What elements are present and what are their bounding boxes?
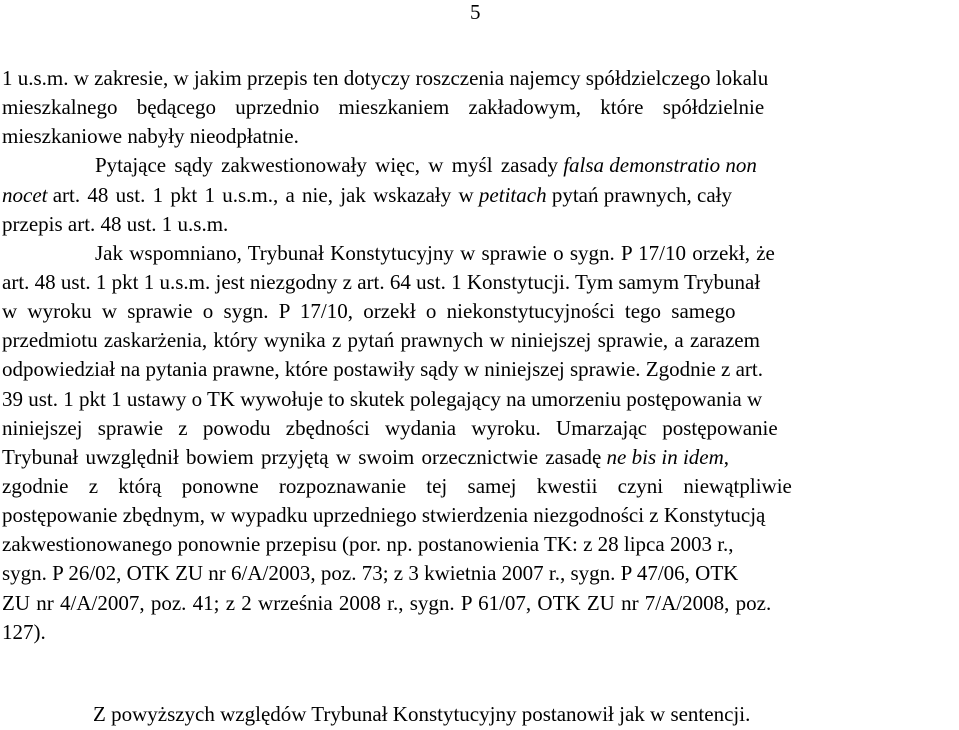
latin-phrase: falsa demonstratio non bbox=[563, 153, 757, 178]
text-line: mieszkaniowe nabyły nieodpłatnie. bbox=[2, 124, 299, 149]
latin-phrase: ne bis in idem bbox=[606, 444, 724, 469]
text-line: sygn. P 26/02, OTK ZU nr 6/A/2003, poz. 73; z 3 kwietnia 2007 r., sygn. P 47/06, OTK bbox=[2, 561, 739, 586]
text-line: 127). bbox=[2, 619, 46, 644]
page-number: 5 bbox=[470, 0, 481, 24]
text-line: zgodnie z którą ponowne rozpoznawanie tej samej kwestii czyni niewątpliwie bbox=[2, 473, 792, 498]
text-line: art. 48 ust. 1 pkt 1 u.s.m. jest niezgodny z art. 64 ust. 1 Konstytucji. Tym samym Trybunał bbox=[2, 269, 761, 294]
text-line: postępowanie zbędnym, w wypadku uprzedniego stwierdzenia niezgodności z Konstytucją bbox=[2, 503, 766, 528]
text-line: zakwestionowanego ponownie przepisu (por. np. postanowienia TK: z 28 lipca 2003 r., bbox=[2, 532, 734, 557]
text-line: Trybunał uwzględnił bowiem przyjętą w swoim orzecznictwie zasadę ne bis in idem, bbox=[2, 444, 730, 469]
text-line: Pytające sądy zakwestionowały więc, w myśl zasady falsa demonstratio non bbox=[95, 153, 757, 178]
text-line: mieszkalnego będącego uprzednio mieszkaniem zakładowym, które spółdzielnie bbox=[2, 95, 765, 120]
text-line: Jak wspomniano, Trybunał Konstytucyjny w sprawie o sygn. P 17/10 orzekł, że bbox=[95, 240, 775, 265]
closing-sentence: Z powyższych względów Trybunał Konstytucyjny postanowił jak w sentencji. bbox=[93, 702, 751, 726]
text-line: niniejszej sprawie z powodu zbędności wydania wyroku. Umarzając postępowanie bbox=[2, 415, 778, 440]
text-line: 39 ust. 1 pkt 1 ustawy o TK wywołuje to skutek polegający na umorzeniu postępowania w bbox=[2, 386, 763, 411]
latin-phrase: nocet bbox=[2, 182, 48, 207]
text-line: odpowiedział na pytania prawne, które postawiły sądy w niniejszej sprawie. Zgodnie z art. bbox=[2, 357, 764, 382]
body-text bbox=[2, 64, 954, 647]
text-line: w wyroku w sprawie o sygn. P 17/10, orzekł o niekonstytucyjności tego samego bbox=[2, 299, 736, 324]
latin-term: petitach bbox=[478, 182, 547, 207]
text-line: przepis art. 48 ust. 1 u.s.m. bbox=[2, 211, 229, 236]
text-line: nocet art. 48 ust. 1 pkt 1 u.s.m., a nie, jak wskazały w petitach pytań prawnych, cały bbox=[2, 182, 733, 207]
text-line: przedmiotu zaskarżenia, który wynika z pytań prawnych w niniejszej sprawie, a zarazem bbox=[2, 328, 760, 353]
text-line: 1 u.s.m. w zakresie, w jakim przepis ten dotyczy roszczenia najemcy spółdzielczego lokalu bbox=[2, 66, 769, 90]
text-line: ZU nr 4/A/2007, poz. 41; z 2 września 2008 r., sygn. P 61/07, OTK ZU nr 7/A/2008, poz. bbox=[2, 590, 772, 615]
